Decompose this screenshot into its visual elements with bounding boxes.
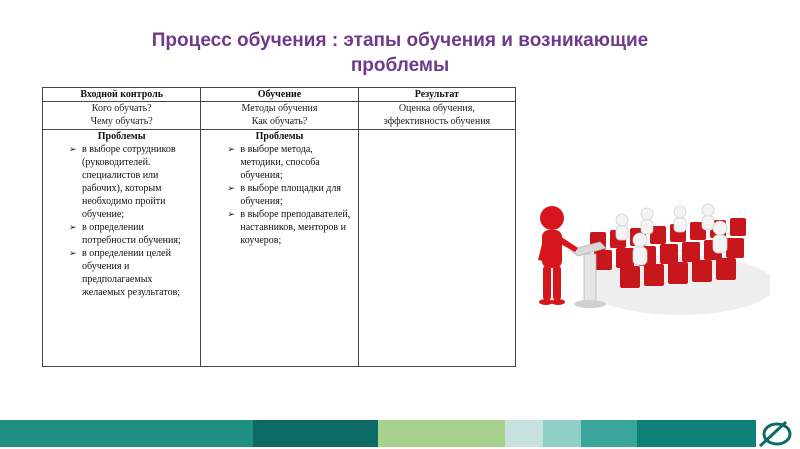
list-item	[66, 247, 197, 299]
problems-row	[43, 130, 516, 367]
list-item-text: в выборе преподавателей, наставников, менторов и коучеров;	[240, 209, 351, 246]
band-segment	[581, 420, 637, 447]
question-text: Чему обучать?	[90, 116, 153, 127]
list-item-text: в выборе площадки для обучения;	[240, 183, 341, 207]
arrow-bullet-icon: ➢	[69, 222, 77, 232]
questions-cell-3	[358, 102, 515, 130]
header-result: Результат	[358, 88, 515, 102]
band-segment	[543, 420, 581, 447]
header-training: Обучение	[201, 88, 358, 102]
problems-list	[46, 143, 197, 299]
arrow-bullet-icon: ➢	[227, 183, 235, 193]
arrow-bullet-icon: ➢	[69, 144, 77, 154]
list-item	[224, 182, 354, 208]
header-input-control: Входной контроль	[43, 88, 201, 102]
band-segment	[637, 420, 756, 447]
title-line-2: проблемы	[350, 55, 450, 76]
list-item-text: в определении целей обучения и предполагаемых желаемых результатов;	[82, 248, 181, 298]
question-text: Методы обучения	[241, 103, 318, 114]
problems-list	[204, 143, 354, 247]
list-item-text: в выборе метода, методики, способа обучения;	[240, 144, 320, 181]
list-item-text: в выборе сотрудников (руководителей. специалистов или рабочих), которым необходимо пройти обучение;	[82, 144, 176, 220]
problems-heading: Проблемы	[97, 131, 146, 142]
footer-color-band	[0, 420, 756, 447]
list-item	[66, 143, 197, 221]
questions-cell-2	[201, 102, 358, 130]
header-row	[43, 88, 516, 102]
band-segment	[253, 420, 378, 447]
question-text: эффективность обучения	[383, 116, 491, 127]
presenter-illustration	[530, 190, 770, 320]
questions-cell-1	[43, 102, 201, 130]
questions-row	[43, 102, 516, 130]
slide-title	[90, 28, 710, 78]
question-text: Кого обучать?	[91, 103, 152, 114]
list-item	[224, 208, 354, 247]
question-text: Оценка обучения,	[398, 103, 475, 114]
problems-cell-input-control	[43, 130, 201, 367]
band-segment	[505, 420, 543, 447]
band-segment	[378, 420, 505, 447]
brand-logo-icon	[756, 418, 796, 448]
arrow-bullet-icon: ➢	[69, 248, 77, 258]
problems-cell-result	[358, 130, 515, 367]
list-item	[66, 221, 197, 247]
problems-heading: Проблемы	[255, 131, 304, 142]
arrow-bullet-icon: ➢	[227, 209, 235, 219]
band-segment	[0, 420, 253, 447]
learning-process-table	[42, 87, 516, 367]
list-item	[224, 143, 354, 182]
list-item-text: в определении потребности обучения;	[82, 222, 181, 246]
arrow-bullet-icon: ➢	[227, 144, 235, 154]
title-line-1: Процесс обучения : этапы обучения и возникающие	[151, 30, 649, 51]
question-text: Как обучать?	[251, 116, 308, 127]
problems-cell-training	[201, 130, 358, 367]
